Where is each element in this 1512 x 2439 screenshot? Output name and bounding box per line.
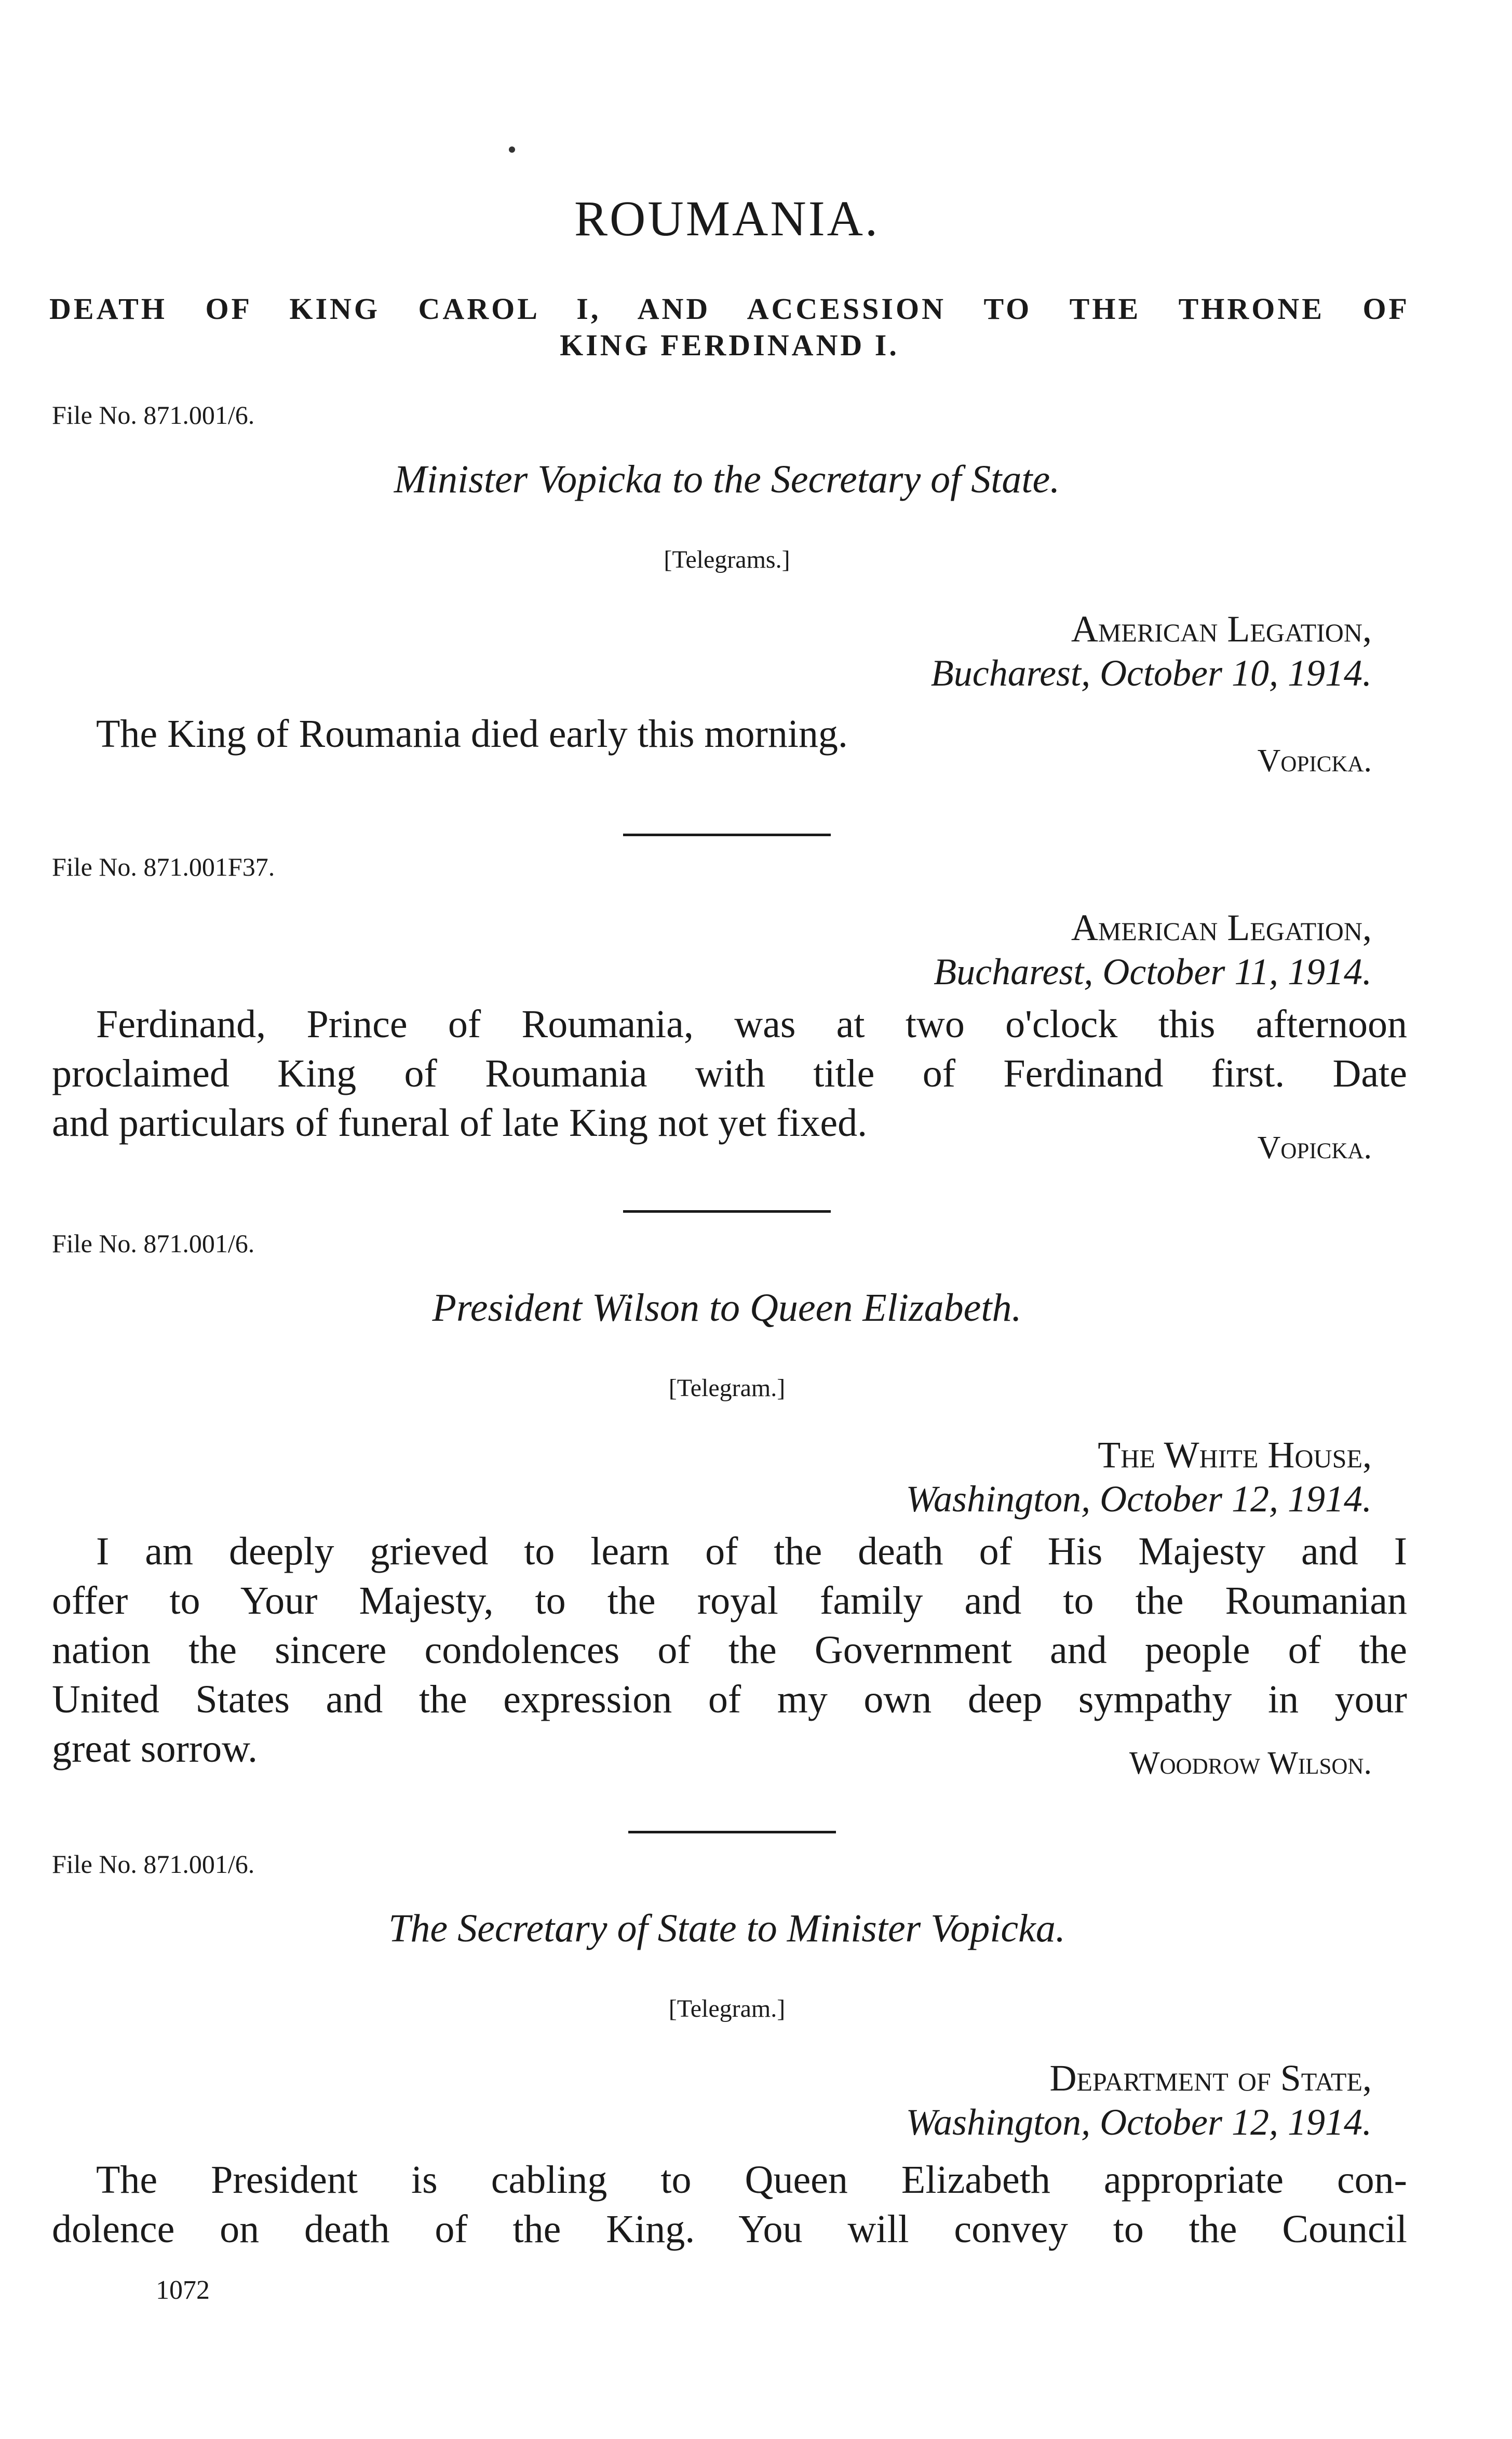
sender-place: The White House,: [1098, 1434, 1372, 1476]
sender-place: Department of State,: [1049, 2057, 1372, 2099]
dateline: Bucharest, October 11, 1914.: [934, 951, 1372, 993]
message-line: The King of Roumania died early this morning.: [96, 712, 848, 756]
document-title: The Secretary of State to Minister Vopicka.: [388, 1907, 1065, 1950]
signature: Vopicka.: [1257, 1130, 1372, 1165]
message-line: nation the sincere condolences of the Government and people of the: [52, 1628, 1407, 1672]
dateline: Washington, October 12, 1914.: [906, 2101, 1372, 2143]
section-divider: [623, 834, 831, 836]
file-number: File No. 871.001/6.: [52, 1850, 255, 1879]
message-body: [52, 1000, 1407, 1148]
message-line: The President is cabling to Queen Elizabeth appropriate con-: [96, 2158, 1407, 2202]
telegram-note: [Telegram.]: [668, 1374, 786, 1402]
message-line: I am deeply grieved to learn of the death of His Majesty and I: [96, 1530, 1407, 1573]
page-number: 1072: [156, 2275, 210, 2305]
document-title: Minister Vopicka to the Secretary of State.: [394, 458, 1060, 501]
message-body: [52, 2155, 1407, 2254]
dateline: Washington, October 12, 1914.: [906, 1478, 1372, 1520]
signature: Vopicka.: [1257, 743, 1372, 779]
sender-place: American Legation,: [1071, 608, 1372, 650]
message-line: United States and the expression of my own deep sympathy in your: [52, 1678, 1407, 1721]
message-line: Ferdinand, Prince of Roumania, was at two o'clock this afternoon: [96, 1002, 1407, 1046]
document-title: President Wilson to Queen Elizabeth.: [432, 1286, 1022, 1330]
message-line: offer to Your Majesty, to the royal family and to the Roumanian: [52, 1579, 1407, 1623]
section-heading-line-2: KING FERDINAND I.: [560, 328, 899, 362]
message-line: and particulars of funeral of late King not yet fixed.: [52, 1101, 868, 1145]
message-line: proclaimed King of Roumania with title of Ferdinand first. Date: [52, 1052, 1407, 1095]
section-heading-line-1: DEATH OF KING CAROL I, AND ACCESSION TO THE THRONE OF: [49, 292, 1410, 326]
sender-place: American Legation,: [1071, 907, 1372, 948]
message-body: [96, 712, 848, 757]
message-line: dolence on death of the King. You will convey to the Council: [52, 2207, 1407, 2251]
page-title: ROUMANIA.: [574, 191, 880, 246]
dateline: Bucharest, October 10, 1914.: [930, 652, 1372, 694]
section-divider: [623, 1210, 831, 1213]
file-number: File No. 871.001/6.: [52, 1229, 255, 1258]
telegram-note: [Telegram.]: [668, 1995, 786, 2022]
file-number: File No. 871.001/6.: [52, 400, 255, 430]
print-speck: [509, 146, 515, 153]
section-heading: [49, 291, 1410, 364]
signature: Woodrow Wilson.: [1129, 1746, 1372, 1781]
file-number: File No. 871.001F37.: [52, 852, 275, 881]
message-body: [52, 1527, 1407, 1774]
section-divider: [628, 1831, 836, 1833]
telegram-note: [Telegrams.]: [664, 546, 790, 573]
message-line: great sorrow.: [52, 1727, 258, 1771]
